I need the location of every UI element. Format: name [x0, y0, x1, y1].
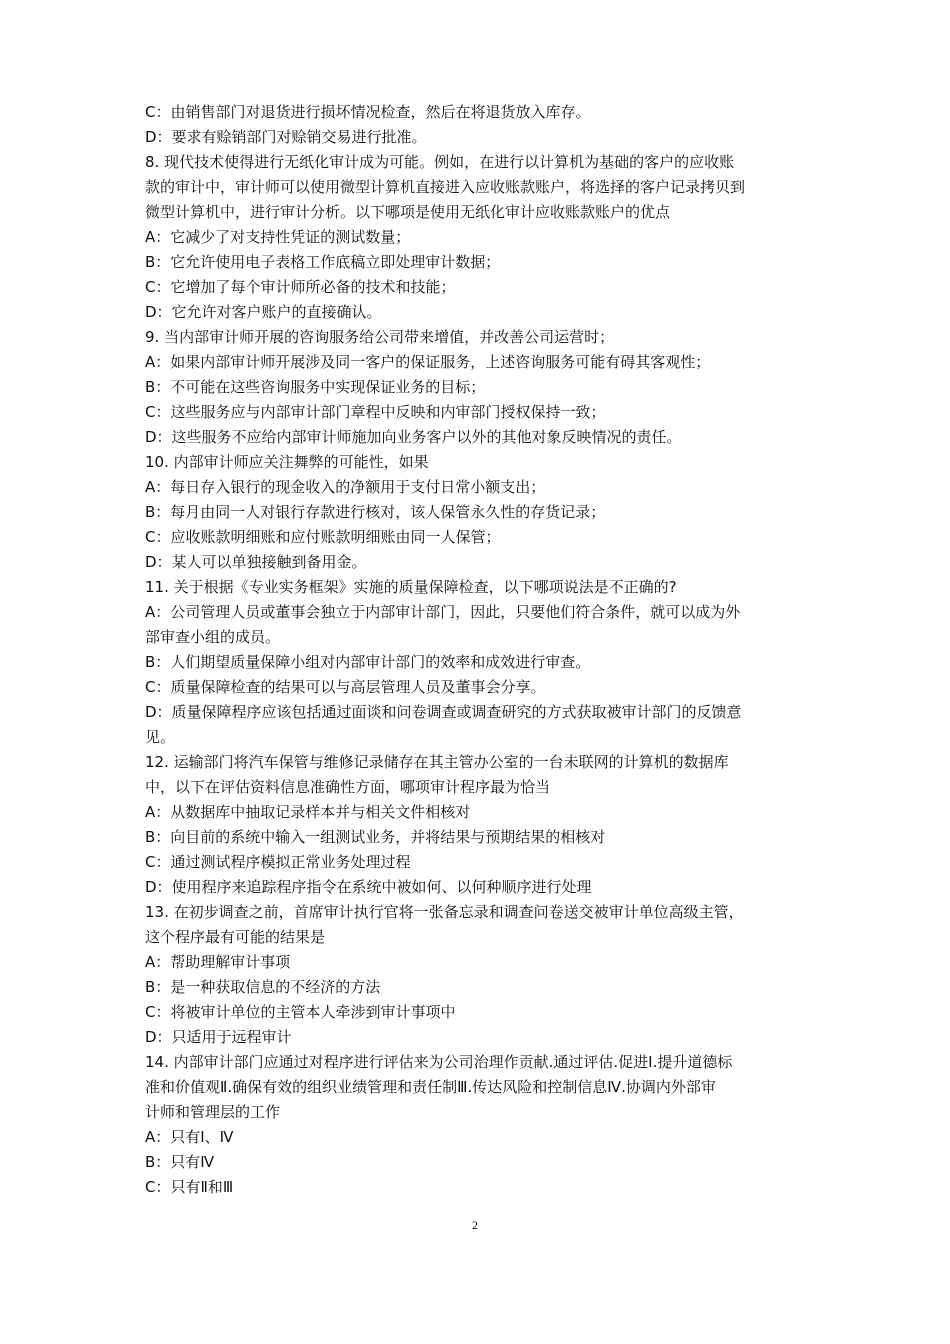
text-line: 14. 内部审计部门应通过对程序进行评估来为公司治理作贡献.通过评估.促进Ⅰ.提升道德标 — [145, 1053, 733, 1071]
text-line: A：每日存入银行的现金收入的净额用于支付日常小额支出； — [145, 478, 546, 496]
text-line: 这个程序最有可能的结果是 — [145, 928, 326, 946]
text-line: A：帮助理解审计事项 — [145, 953, 291, 971]
text-line: D：它允许对客户账户的直接确认。 — [145, 303, 382, 321]
text-line: B：它允许使用电子表格工作底稿立即处理审计数据； — [145, 253, 501, 271]
text-line: D：这些服务不应给内部审计师施加向业务客户以外的其他对象反映情况的责任。 — [145, 428, 682, 446]
text-line: C：这些服务应与内部审计部门章程中反映和内审部门授权保持一致； — [145, 403, 606, 421]
text-line: A：从数据库中抽取记录样本并与相关文件相核对 — [145, 803, 471, 821]
text-line: 部审查小组的成员。 — [145, 628, 281, 646]
text-line: C：将被审计单位的主管本人牵涉到审计事项中 — [145, 1003, 456, 1021]
text-line: 9. 当内部审计师开展的咨询服务给公司带来增值，并改善公司运营时； — [145, 328, 615, 346]
text-line: B：每月由同一人对银行存款进行核对，该人保管永久性的存货记录； — [145, 503, 606, 521]
text-line: D：某人可以单独接触到备用金。 — [145, 553, 367, 571]
text-line: C：质量保障检查的结果可以与高层管理人员及董事会分享。 — [145, 678, 546, 696]
text-line: 中，以下在评估资料信息准确性方面，哪项审计程序最为恰当 — [145, 778, 551, 796]
text-line: B：向目前的系统中输入一组测试业务，并将结果与预期结果的相核对 — [145, 828, 606, 846]
text-line: A：只有Ⅰ、Ⅳ — [145, 1128, 234, 1146]
text-line: C：只有Ⅱ和Ⅲ — [145, 1178, 234, 1196]
text-line: D：要求有赊销部门对赊销交易进行批准。 — [145, 128, 427, 146]
text-line: 8. 现代技术使得进行无纸化审计成为可能。例如，在进行以计算机为基础的客户的应收账 — [145, 153, 735, 171]
text-line: C：通过测试程序模拟正常业务处理过程 — [145, 853, 411, 871]
text-line: B：不可能在这些咨询服务中实现保证业务的目标； — [145, 378, 486, 396]
text-line: 见。 — [145, 728, 176, 746]
text-line: D：只适用于远程审计 — [145, 1028, 292, 1046]
text-line: C：由销售部门对退货进行损坏情况检查，然后在将退货放入库存。 — [145, 103, 591, 121]
text-line: 款的审计中，审计师可以使用微型计算机直接进入应收账款账户，将选择的客户记录拷贝到 — [145, 178, 746, 196]
text-line: 10. 内部审计师应关注舞弊的可能性，如果 — [145, 453, 429, 471]
text-line: A：它减少了对支持性凭证的测试数量； — [145, 228, 411, 246]
text-line: 12. 运输部门将汽车保管与维修记录储存在其主管办公室的一台未联网的计算机的数据库 — [145, 753, 729, 771]
text-line: 计师和管理层的工作 — [145, 1103, 281, 1121]
text-line: A：公司管理人员或董事会独立于内部审计部门，因此，只要他们符合条件，就可以成为外 — [145, 603, 741, 621]
text-line: 11. 关于根据《专业实务框架》实施的质量保障检查，以下哪项说法是不正确的? — [145, 578, 677, 596]
text-line: 准和价值观Ⅱ.确保有效的组织业绩管理和责任制Ⅲ.传达风险和控制信息Ⅳ.协调内外部审 — [145, 1078, 716, 1096]
text-line: C：它增加了每个审计师所必备的技术和技能； — [145, 278, 456, 296]
document-body — [145, 100, 815, 1200]
text-line: A：如果内部审计师开展涉及同一客户的保证服务，上述咨询服务可能有碍其客观性； — [145, 353, 711, 371]
page-number: 2 — [472, 1218, 478, 1232]
text-line: C：应收账款明细账和应付账款明细账由同一人保管； — [145, 528, 501, 546]
text-line: D：使用程序来追踪程序指令在系统中被如何、以何种顺序进行处理 — [145, 878, 592, 896]
text-line: B：是一种获取信息的不经济的方法 — [145, 978, 381, 996]
text-line: D：质量保障程序应该包括通过面谈和问卷调查或调查研究的方式获取被审计部门的反馈意 — [145, 703, 742, 721]
text-line: 微型计算机中，进行审计分析。以下哪项是使用无纸化审计应收账款账户的优点 — [145, 203, 671, 221]
text-line: 13. 在初步调查之前，首席审计执行官将一张备忘录和调查问卷送交被审计单位高级主管， — [145, 903, 744, 921]
text-line: B：只有Ⅳ — [145, 1153, 215, 1171]
text-line: B：人们期望质量保障小组对内部审计部门的效率和成效进行审查。 — [145, 653, 591, 671]
